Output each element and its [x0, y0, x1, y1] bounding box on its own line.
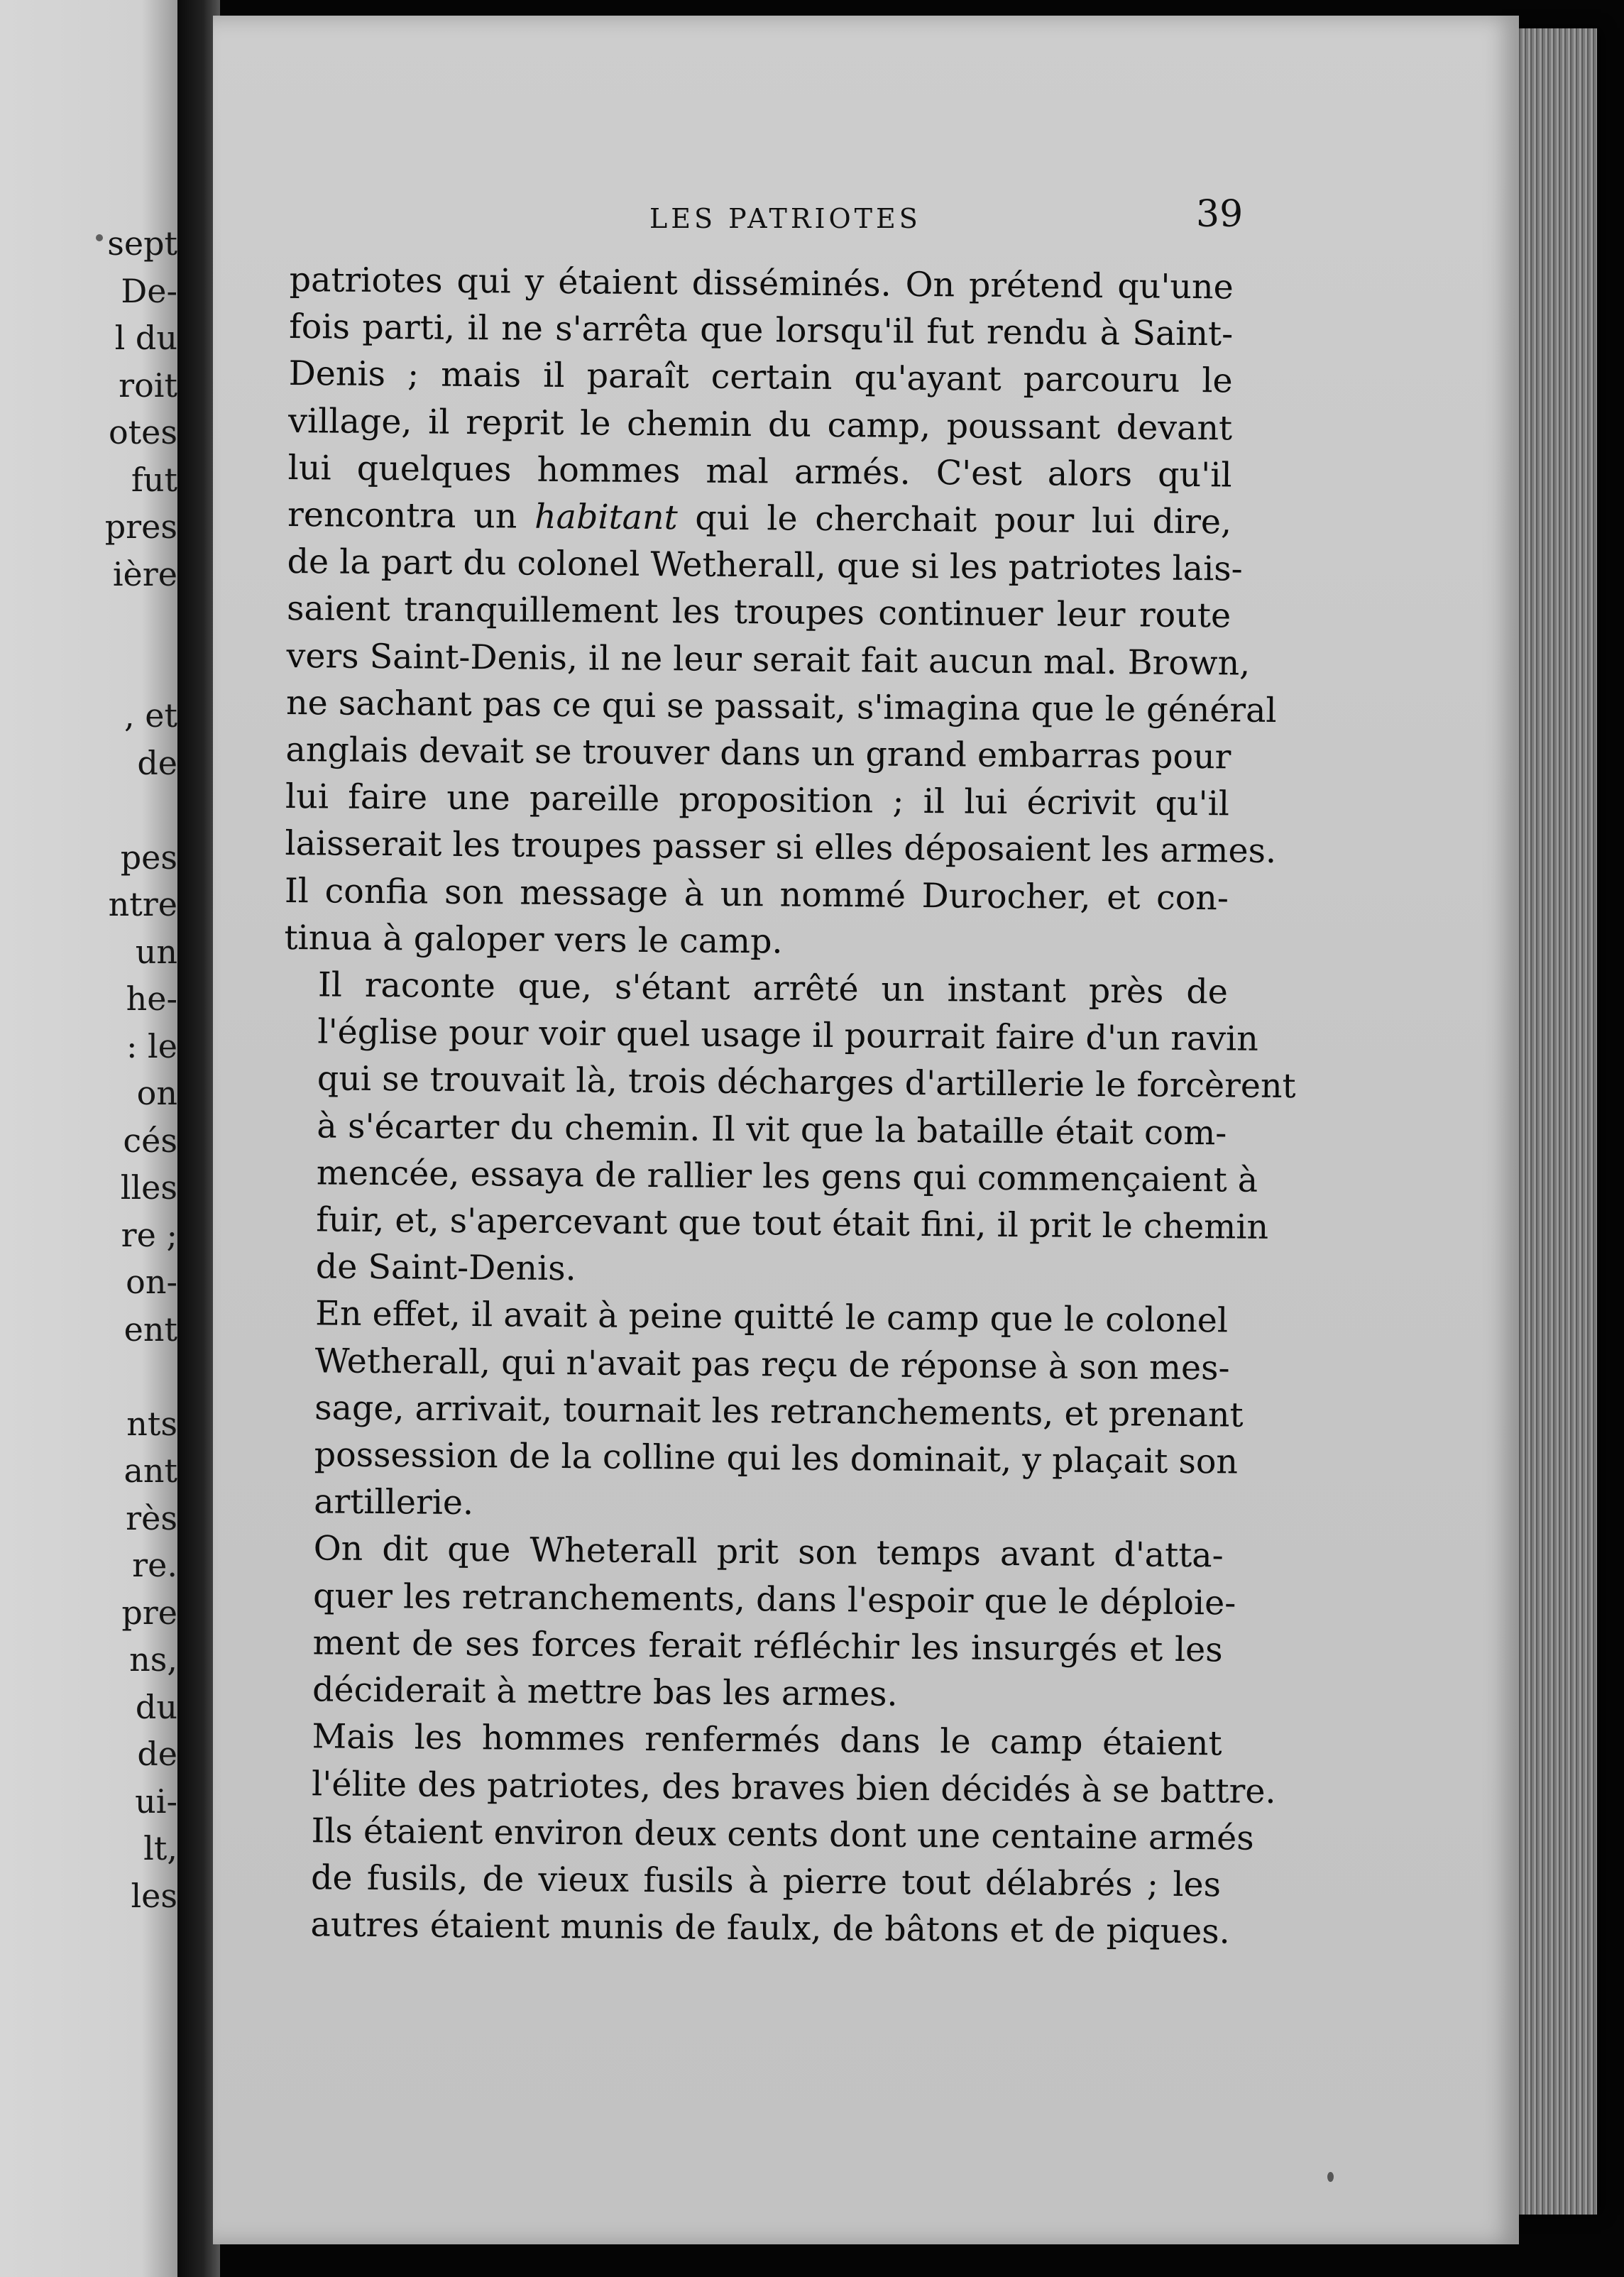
facing-page-line: ière	[112, 554, 177, 593]
text-line: vers Saint-Denis, il ne leur serait fait aucun mal. Brown,	[286, 636, 1251, 684]
text-line: autres étaient munis de faulx, de bâtons et de piques.	[310, 1905, 1230, 1952]
facing-page-line: ntre	[108, 885, 177, 923]
text-line: On dit que Wheterall prit son temps avant d'atta-	[313, 1529, 1224, 1576]
facing-page-line: ent	[124, 1310, 177, 1349]
text-line: anglais devait se trouver dans un grand embarras pour	[285, 730, 1231, 777]
facing-page-line: de	[137, 1735, 177, 1773]
text-line: Ils étaient environ deux cents dont une centaine armés	[311, 1811, 1254, 1858]
text-line: de la part du colonel Wetherall, que si les patriotes lais-	[287, 542, 1243, 589]
facing-page-line: De-	[121, 271, 177, 310]
facing-page-line: : le	[126, 1026, 177, 1065]
print-speck	[1327, 2172, 1334, 2182]
text-line: à s'écarter du chemin. Il vit que la bataille était com-	[317, 1106, 1227, 1153]
facing-page-line: re ;	[121, 1215, 177, 1254]
facing-page-line: lt,	[143, 1829, 177, 1867]
facing-page-line: otes	[108, 413, 177, 451]
running-head-title: LES PATRIOTES	[649, 203, 921, 234]
text-line: Il confia son message à un nommé Durocher, et con-	[284, 871, 1229, 918]
facing-page-line: pre	[121, 1593, 177, 1632]
text-line: ne sachant pas ce qui se passait, s'imagina que le général	[285, 683, 1277, 730]
facing-page-line: lles	[120, 1168, 177, 1207]
running-head	[213, 193, 1519, 250]
paragraph	[276, 1713, 1276, 1955]
facing-page-line: nts	[126, 1404, 177, 1443]
text-line: déciderait à mettre bas les armes.	[312, 1670, 898, 1714]
facing-page-line: sept	[107, 224, 177, 263]
text-line: de Saint-Denis.	[315, 1247, 576, 1289]
text-line: quer les retranchements, dans l'espoir que le déploie-	[312, 1576, 1236, 1623]
text-line: lui quelques hommes mal armés. C'est alors qu'il	[287, 448, 1232, 495]
facing-page-line: he-	[126, 980, 177, 1018]
facing-page-line: cés	[123, 1121, 177, 1160]
paragraph	[278, 1525, 1236, 1721]
text-line: Il raconte que, s'étant arrêté un instant près de	[317, 965, 1229, 1012]
facing-page-line: re.	[132, 1546, 177, 1584]
text-line: possession de la colline qui les dominait, y plaçait son	[314, 1435, 1239, 1482]
text-line: Wetherall, qui n'avait pas reçu de réponse à son mes-	[314, 1341, 1230, 1388]
text-line: sage, arrivait, tournait les retranchements, et prenant	[314, 1388, 1244, 1435]
text-line: tinua à galoper vers le camp.	[284, 918, 783, 962]
text-line: Mais les hommes renfermés dans le camp étaient	[312, 1717, 1222, 1764]
text-line: rencontra un habitant qui le cherchait pour lui dire,	[287, 495, 1232, 542]
facing-page-line: un	[135, 932, 177, 971]
text-line: l'église pour voir quel usage il pourrait faire d'un ravin	[317, 1012, 1259, 1060]
facing-page-line: on-	[126, 1263, 177, 1301]
facing-page-line: les	[131, 1876, 177, 1915]
facing-page-line: on	[136, 1074, 177, 1112]
text-line: saient tranquillement les troupes continuer leur route	[286, 589, 1231, 636]
text-line: qui se trouvait là, trois décharges d'artillerie le forcèrent	[317, 1059, 1296, 1107]
text-line: fuir, et, s'apercevant que tout était fini, il prit le chemin	[316, 1200, 1269, 1247]
text-line: de fusils, de vieux fusils à pierre tout délabrés ; les	[310, 1858, 1222, 1905]
body-text	[276, 257, 1296, 1956]
facing-page-line: ui-	[135, 1782, 177, 1821]
facing-page-line: pres	[104, 507, 177, 546]
text-line: l'élite des patriotes, des braves bien décidés à se battre.	[311, 1764, 1276, 1811]
facing-page-line: roit	[119, 366, 177, 405]
print-speck	[96, 234, 103, 241]
facing-page-line: du	[135, 1687, 177, 1726]
text-line: laisserait les troupes passer si elles déposaient les armes.	[285, 824, 1277, 872]
text-line: ment de ses forces ferait réfléchir les insurgés et les	[312, 1623, 1223, 1670]
facing-page-line: ns,	[129, 1640, 177, 1679]
paragraph	[280, 1290, 1244, 1532]
text-line: mencée, essaya de rallier les gens qui commençaient à	[316, 1153, 1258, 1200]
text-line: artillerie.	[314, 1482, 474, 1523]
text-line: patriotes qui y étaient disséminés. On prétend qu'une	[289, 260, 1234, 307]
text-line: village, il reprit le chemin du camp, poussant devant	[287, 401, 1233, 449]
text-line: Denis ; mais il paraît certain qu'ayant parcouru le	[288, 354, 1233, 401]
text-line: fois parti, il ne s'arrêta que lorsqu'il fut rendu à Saint-	[289, 307, 1234, 354]
text-line: En effet, il avait à peine quitté le camp que le colonel	[315, 1294, 1229, 1341]
facing-page-line: ant	[124, 1452, 177, 1490]
facing-page-line: rès	[126, 1498, 177, 1537]
paragraph	[284, 257, 1277, 969]
facing-page-line: l du	[114, 319, 177, 357]
facing-page-line: fut	[131, 460, 177, 499]
facing-page-line: pes	[120, 838, 177, 877]
paragraph	[282, 962, 1296, 1298]
facing-page-line: de	[137, 743, 177, 782]
facing-page-line: , et	[124, 696, 177, 735]
facing-page-fragment	[0, 0, 177, 2277]
page-number: 39	[1196, 193, 1244, 236]
italic-word: habitant	[534, 497, 678, 538]
book-page	[213, 16, 1519, 2244]
text-line: lui faire une pareille proposition ; il lui écrivit qu'il	[285, 777, 1230, 824]
